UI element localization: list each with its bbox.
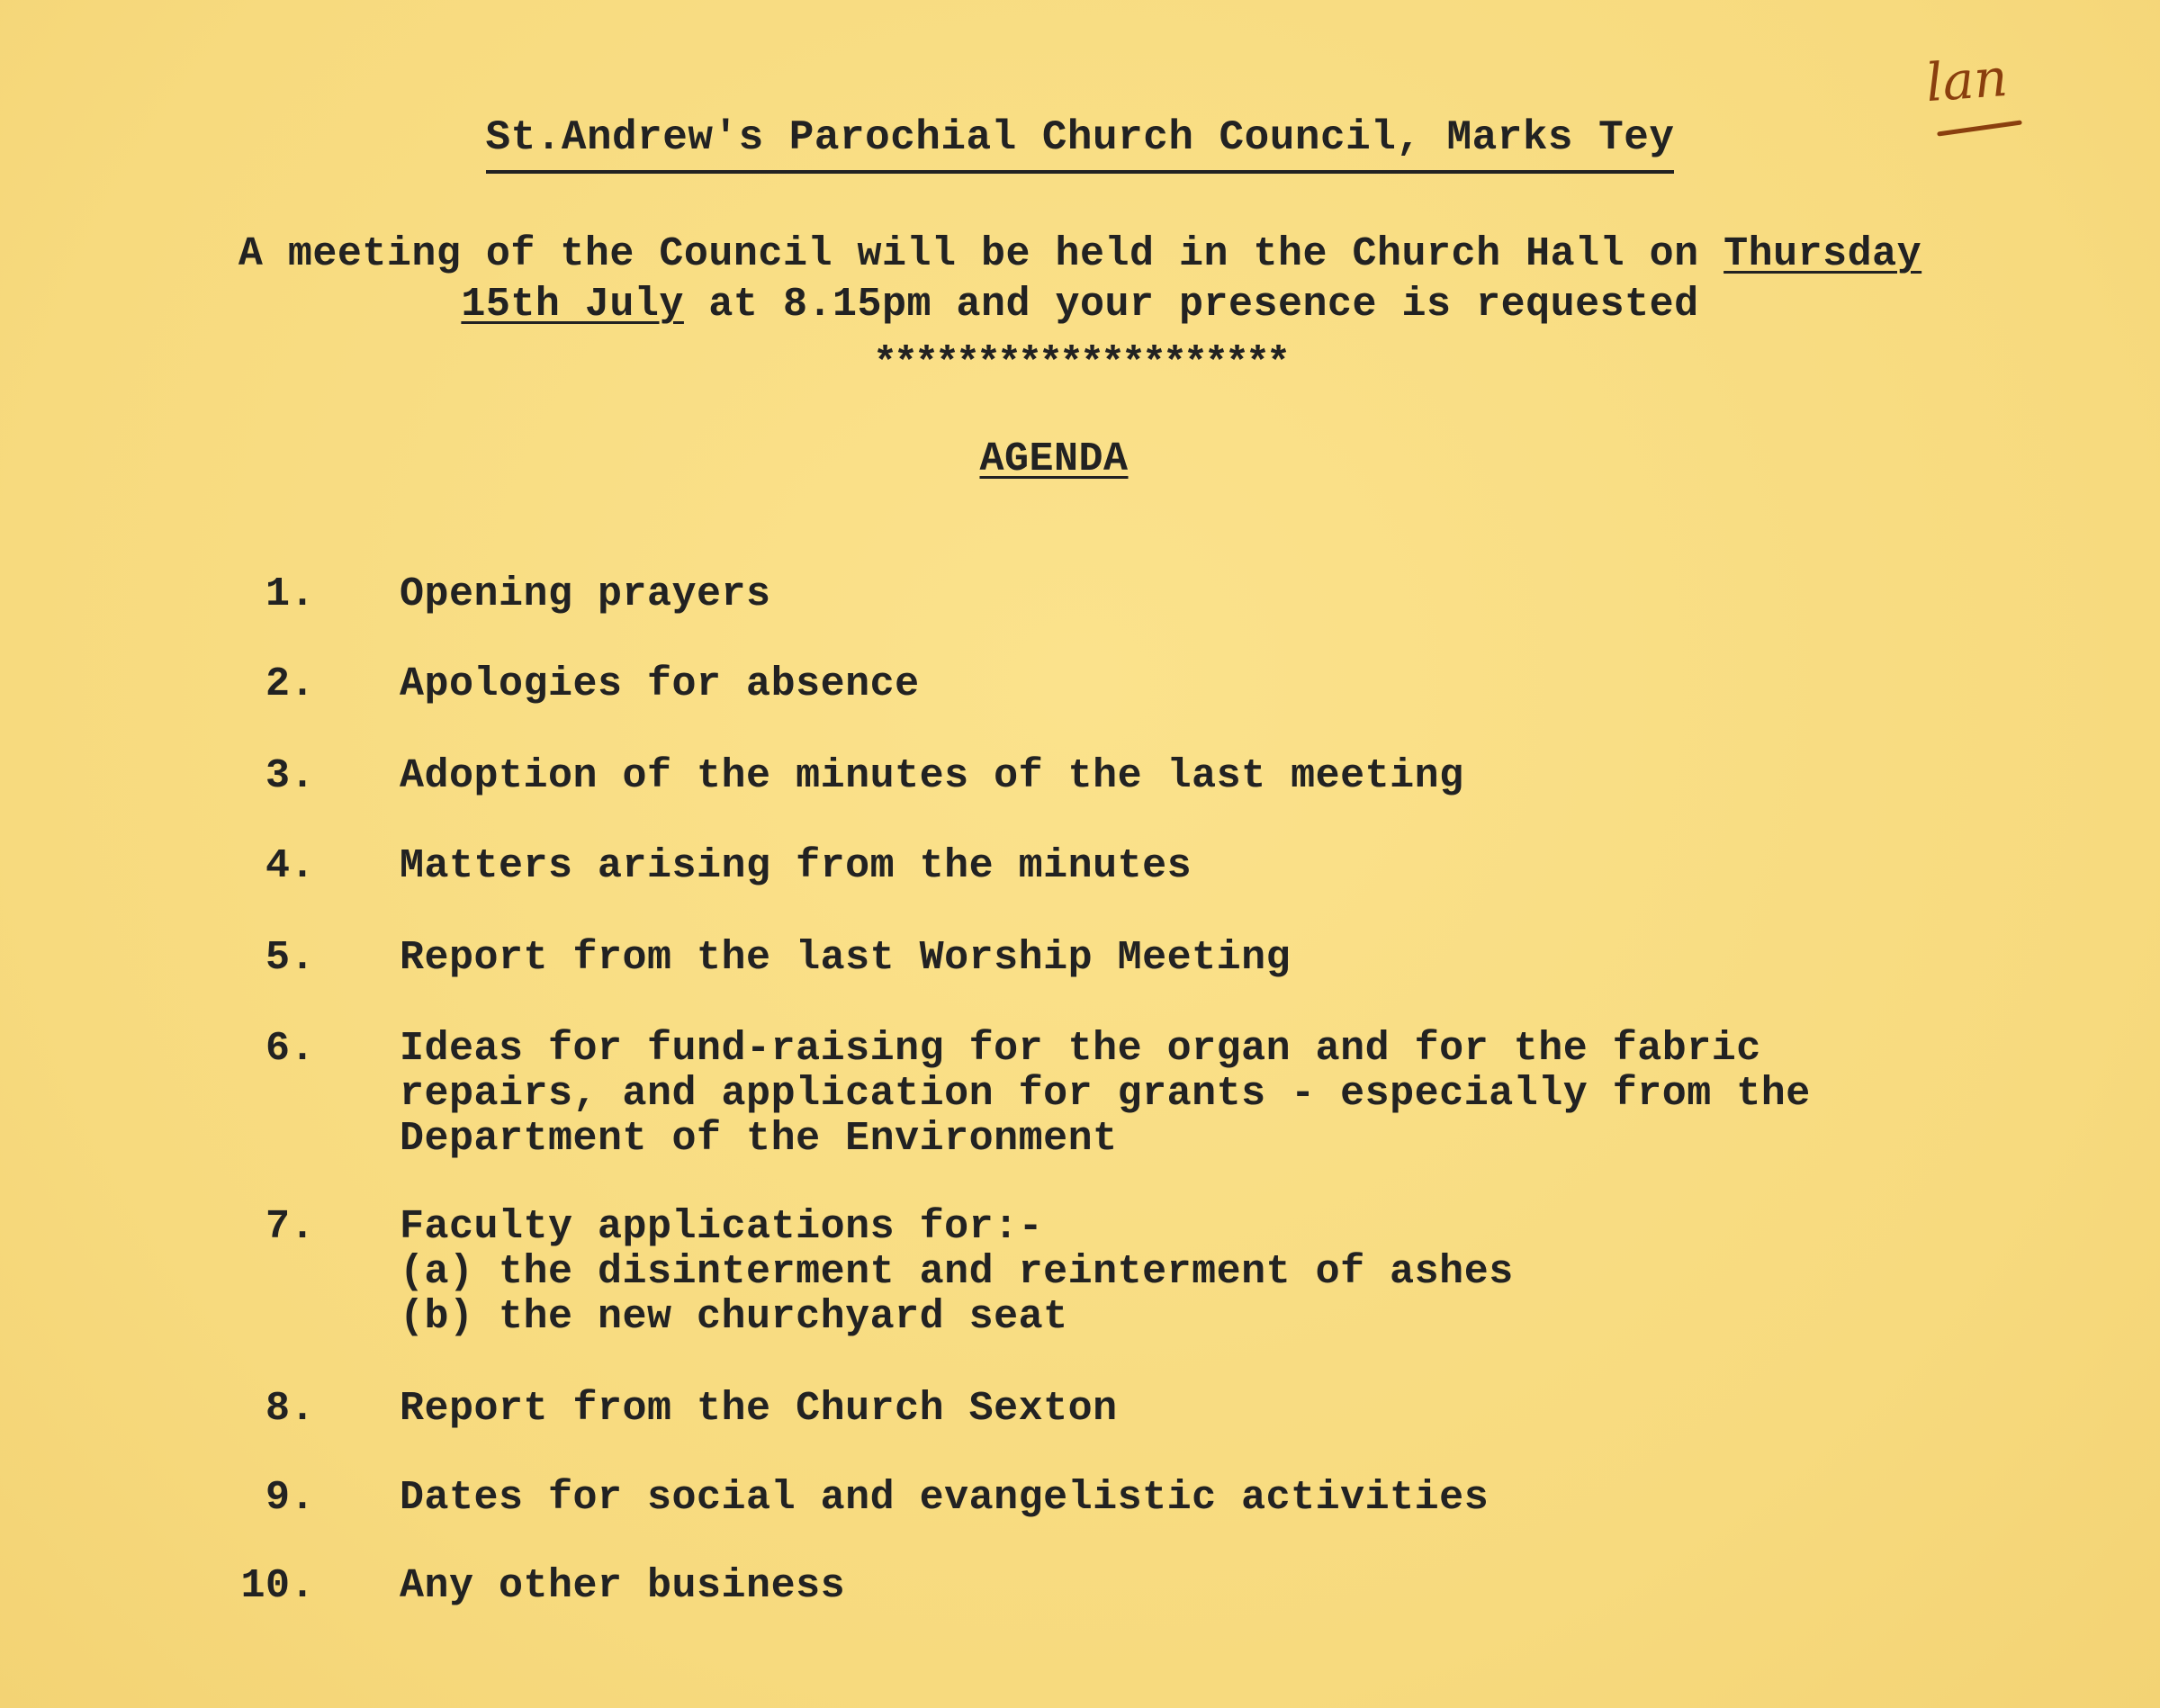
title-text: St.Andrew's Parochial Church Council, Marks Tey <box>486 114 1675 174</box>
agenda-item-text: Department of the Environment <box>400 1116 1118 1162</box>
asterisk-separator: ******************** <box>872 341 1288 387</box>
agenda-item-text: Apologies for absence <box>400 661 920 707</box>
notice-text: A meeting of the Council will be held in the Church Hall on <box>238 231 1724 277</box>
notice-text: at 8.15pm and your presence is requested <box>683 282 1699 328</box>
agenda-heading <box>977 437 1130 482</box>
notice-line-2 <box>0 283 2160 328</box>
agenda-item-text: Matters arising from the minutes <box>400 843 1192 889</box>
agenda-item-text: Dates for social and evangelistic activities <box>400 1475 1490 1521</box>
agenda-item-text: Opening prayers <box>400 571 771 617</box>
notice-line-1 <box>0 232 2160 277</box>
agenda-item-number: 5. <box>265 935 315 981</box>
agenda-item-number: 6. <box>265 1026 315 1072</box>
agenda-item-text: Adoption of the minutes of the last meeting <box>400 753 1464 799</box>
agenda-item-text: Any other business <box>400 1563 846 1609</box>
agenda-item-number: 8. <box>265 1386 315 1432</box>
handwritten-note: lan <box>1923 46 2010 114</box>
agenda-item-text: repairs, and application for grants - especially from the <box>400 1071 1811 1117</box>
agenda-item-text: (b) the new churchyard seat <box>400 1294 1068 1340</box>
agenda-item-number: 9. <box>265 1475 315 1521</box>
agenda-item-number: 7. <box>265 1204 315 1250</box>
agenda-item-text: Faculty applications for:- <box>400 1204 1044 1250</box>
agenda-item-number: 4. <box>265 843 315 889</box>
meeting-day: Thursday <box>1724 231 1922 277</box>
document-title <box>0 115 2160 160</box>
agenda-item-text: Ideas for fund-raising for the organ and for the fabric <box>400 1026 1761 1072</box>
agenda-item-number: 1. <box>265 571 315 617</box>
agenda-item-number: 10. <box>240 1563 315 1609</box>
agenda-item-text: (a) the disinterment and reinterment of ashes <box>400 1249 1514 1295</box>
agenda-item-text: Report from the last Worship Meeting <box>400 935 1292 981</box>
agenda-heading-text: AGENDA <box>979 436 1129 482</box>
agenda-item-number: 2. <box>265 661 315 707</box>
agenda-item-number: 3. <box>265 753 315 799</box>
meeting-date: 15th July <box>461 282 684 328</box>
agenda-item-text: Report from the Church Sexton <box>400 1386 1118 1432</box>
